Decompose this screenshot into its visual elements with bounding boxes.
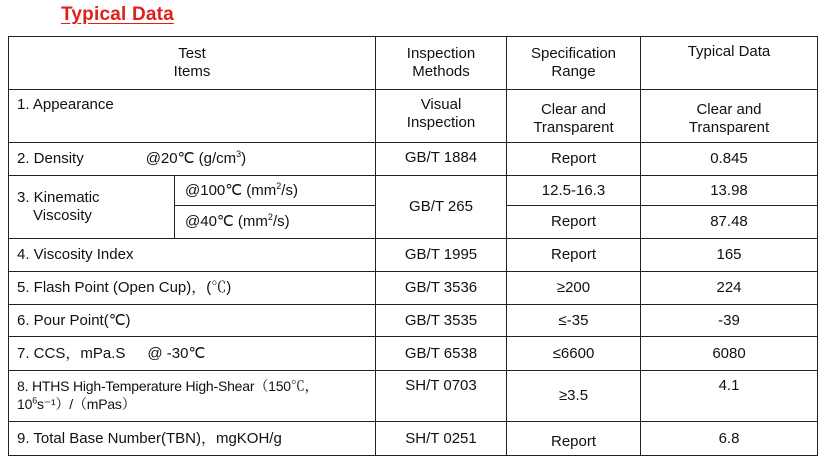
row-hths-item xyxy=(9,371,376,422)
table-row xyxy=(9,176,818,206)
row-tbn-item: 9. Total Base Number(TBN)，mgKOH/g xyxy=(9,422,376,456)
kv-range-40: Report xyxy=(507,206,641,239)
table-row xyxy=(9,371,818,422)
density-condition-suffix: ) xyxy=(241,150,247,167)
page-title: Typical Data xyxy=(61,4,174,25)
row-appearance-range xyxy=(507,90,641,143)
row-kinematic-viscosity-item xyxy=(9,176,175,239)
table-row xyxy=(9,337,818,371)
kv-cond-100-sup: 2 xyxy=(276,180,282,191)
row-appearance-item: 1. Appearance xyxy=(9,90,376,143)
row-pour-point-method: GB/T 3535 xyxy=(376,305,507,337)
appearance-range-line2: Transparent xyxy=(533,119,614,136)
hths-item-line1: 8. HTHS High-Temperature High-Shear（150℃， xyxy=(17,378,319,394)
table-row xyxy=(9,239,818,272)
row-tbn-range: Report xyxy=(507,422,641,456)
row-density-method: GB/T 1884 xyxy=(376,143,507,176)
hths-line2-prefix: 10 xyxy=(17,396,33,412)
hths-item-line2 xyxy=(17,395,375,413)
table-row xyxy=(9,90,818,143)
ccs-label: 7. CCS，mPa.S xyxy=(17,344,126,362)
density-condition: @20℃ (g/cm xyxy=(145,150,237,167)
row-flash-point-method: GB/T 3536 xyxy=(376,272,507,305)
row-hths-typical: 4.1 xyxy=(641,371,818,422)
header-methods-line1: Inspection xyxy=(406,45,476,62)
header-typical-label: Typical Data xyxy=(687,43,771,60)
appearance-range-line1: Clear and xyxy=(540,101,607,118)
table-row xyxy=(9,305,818,337)
row-viscosity-index-range: Report xyxy=(507,239,641,272)
kv-cond-40-suffix: /s) xyxy=(272,213,290,230)
row-flash-point-item: 5. Flash Point (Open Cup)，(℃) xyxy=(9,272,376,305)
row-ccs-typical: 6080 xyxy=(641,337,818,371)
row-viscosity-index-item: 4. Viscosity Index xyxy=(9,239,376,272)
density-label: 2. Density xyxy=(17,150,84,167)
row-pour-point-item: 6. Pour Point(℃) xyxy=(9,305,376,337)
row-density-typical: 0.845 xyxy=(641,143,818,176)
kv-cond-100-text: @100℃ (mm xyxy=(185,181,277,199)
row-density-item xyxy=(9,143,376,176)
kv-condition-40 xyxy=(175,206,376,239)
density-condition-sup: 3 xyxy=(236,149,242,159)
row-viscosity-index-method: GB/T 1995 xyxy=(376,239,507,272)
header-test-items-line2: Items xyxy=(173,63,211,80)
row-hths-method: SH/T 0703 xyxy=(376,371,507,422)
appearance-typical-line1: Clear and xyxy=(696,101,762,118)
row-tbn-method: SH/T 0251 xyxy=(376,422,507,456)
header-test-items xyxy=(9,37,376,90)
appearance-typical-line2: Transparent xyxy=(688,119,770,136)
table-row xyxy=(9,422,818,456)
kv-range-100: 12.5-16.3 xyxy=(507,176,641,206)
hths-line2-suffix: s⁻¹）/（mPas） xyxy=(37,396,136,412)
header-specification-range xyxy=(507,37,641,90)
row-density-range: Report xyxy=(507,143,641,176)
row-pour-point-range: ≤-35 xyxy=(507,305,641,337)
header-methods-line2: Methods xyxy=(412,63,470,80)
hths-line2-sup: 6 xyxy=(32,395,37,406)
kv-cond-40-sup: 2 xyxy=(267,212,273,222)
row-flash-point-typical: 224 xyxy=(641,272,818,305)
row-ccs-item xyxy=(9,337,376,371)
row-viscosity-index-typical: 165 xyxy=(641,239,818,272)
kv-condition-100 xyxy=(175,176,376,206)
kv-item-line2: Viscosity xyxy=(33,207,92,224)
header-range-line1: Specification xyxy=(530,45,617,62)
kv-typical-40: 87.48 xyxy=(641,206,818,239)
kv-cond-100-suffix: /s) xyxy=(281,181,298,199)
row-pour-point-typical: -39 xyxy=(641,305,818,337)
header-row xyxy=(9,37,818,90)
kv-cond-40-text: @40℃ (mm xyxy=(185,213,268,230)
header-typical-data xyxy=(641,37,818,90)
table-row xyxy=(9,272,818,305)
table-row xyxy=(9,143,818,176)
row-ccs-range: ≤6600 xyxy=(507,337,641,371)
header-inspection-methods xyxy=(376,37,507,90)
header-range-line2: Range xyxy=(551,63,596,80)
row-ccs-method: GB/T 6538 xyxy=(376,337,507,371)
row-kinematic-viscosity-method: GB/T 265 xyxy=(376,176,507,239)
row-appearance-method xyxy=(376,90,507,143)
appearance-method-line2: Inspection xyxy=(406,114,476,131)
header-test-items-line1: Test xyxy=(178,45,206,62)
row-flash-point-range: ≥200 xyxy=(507,272,641,305)
kv-typical-100: 13.98 xyxy=(641,176,818,206)
ccs-condition: @ -30℃ xyxy=(147,344,206,362)
row-tbn-typical: 6.8 xyxy=(641,422,818,456)
appearance-method-line1: Visual xyxy=(420,96,462,113)
row-appearance-typical xyxy=(641,90,818,143)
row-hths-range: ≥3.5 xyxy=(507,371,641,422)
kv-item-line1: 3. Kinematic xyxy=(17,189,100,206)
typical-data-table xyxy=(8,36,818,456)
